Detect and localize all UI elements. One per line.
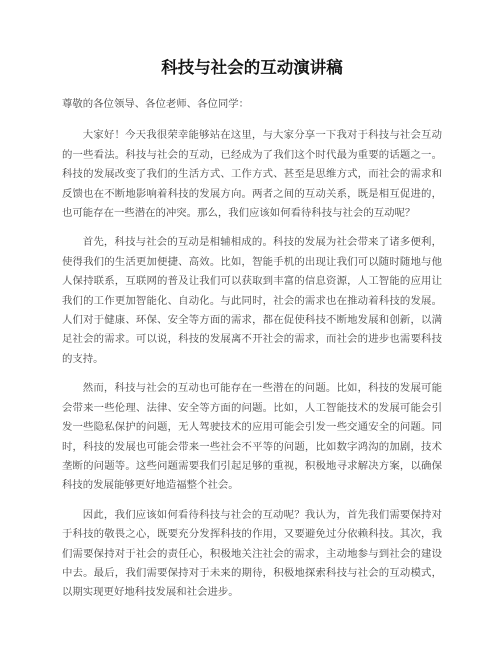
- salutation: 尊敬的各位领导、各位老师、各位同学：: [62, 98, 250, 110]
- paragraph-3: 然而，科技与社会的互动也可能存在一些潜在的问题。比如，科技的发展可能会带来一些伦理、法律、安全等方面的问题。比如，人工智能技术的发展可能会引发一些隐私保护的问题，无人驾驶技术的应用可能会引发一些交通安全的问题。同时，科技的发展也可能会带来一些社会不平等的问题，比如数字鸿沟的加剧，技术垄断的问题等。这些问题需要我们引起足够的重视，积极地寻求解决方案，以确保科技的发展能够更好地造福整个社会。: [62, 382, 442, 492]
- paragraph-2: 首先，科技与社会的互动是相辅相成的。科技的发展为社会带来了诸多便利，使得我们的生活更加便捷、高效。比如，智能手机的出现让我们可以随时随地与他人保持联系，互联网的普及让我们可以获取到丰富的信息资源，人工智能的应用让我们的工作更加智能化、自动化。与此同时，社会的需求也在推动着科技的发展。人们对于健康、环保、安全等方面的需求，都在促使科技不断地发展和创新，以满足社会的需求。可以说，科技的发展离不开社会的需求，而社会的进步也需要科技的支持。: [62, 236, 442, 365]
- paragraph-4: 因此，我们应该如何看待科技与社会的互动呢？我认为，首先我们需要保持对于科技的敬畏之心，既要充分发挥科技的作用，又要避免过分依赖科技。其次，我们需要保持对于社会的责任心，积极地关注社会的需求，主动地参与到社会的建设中去。最后，我们需要保持对于未来的期待，积极地探索科技与社会的互动模式，以期实现更好地科技发展和社会进步。: [62, 508, 442, 599]
- document-title: 科技与社会的互动演讲稿: [161, 58, 343, 77]
- paragraph-1: 大家好！今天我很荣幸能够站在这里，与大家分享一下我对于科技与社会互动的一些看法。科技与社会的互动，已经成为了我们这个时代最为重要的话题之一。科技的发展改变了我们的生活方式、工作方式、甚至是思维方式，而社会的需求和反馈也在不断地影响着科技的发展方向。两者之间的互动关系，既是相互促进的，也可能存在一些潜在的冲突。那么，我们应该如何看待科技与社会的互动呢？: [62, 129, 442, 220]
